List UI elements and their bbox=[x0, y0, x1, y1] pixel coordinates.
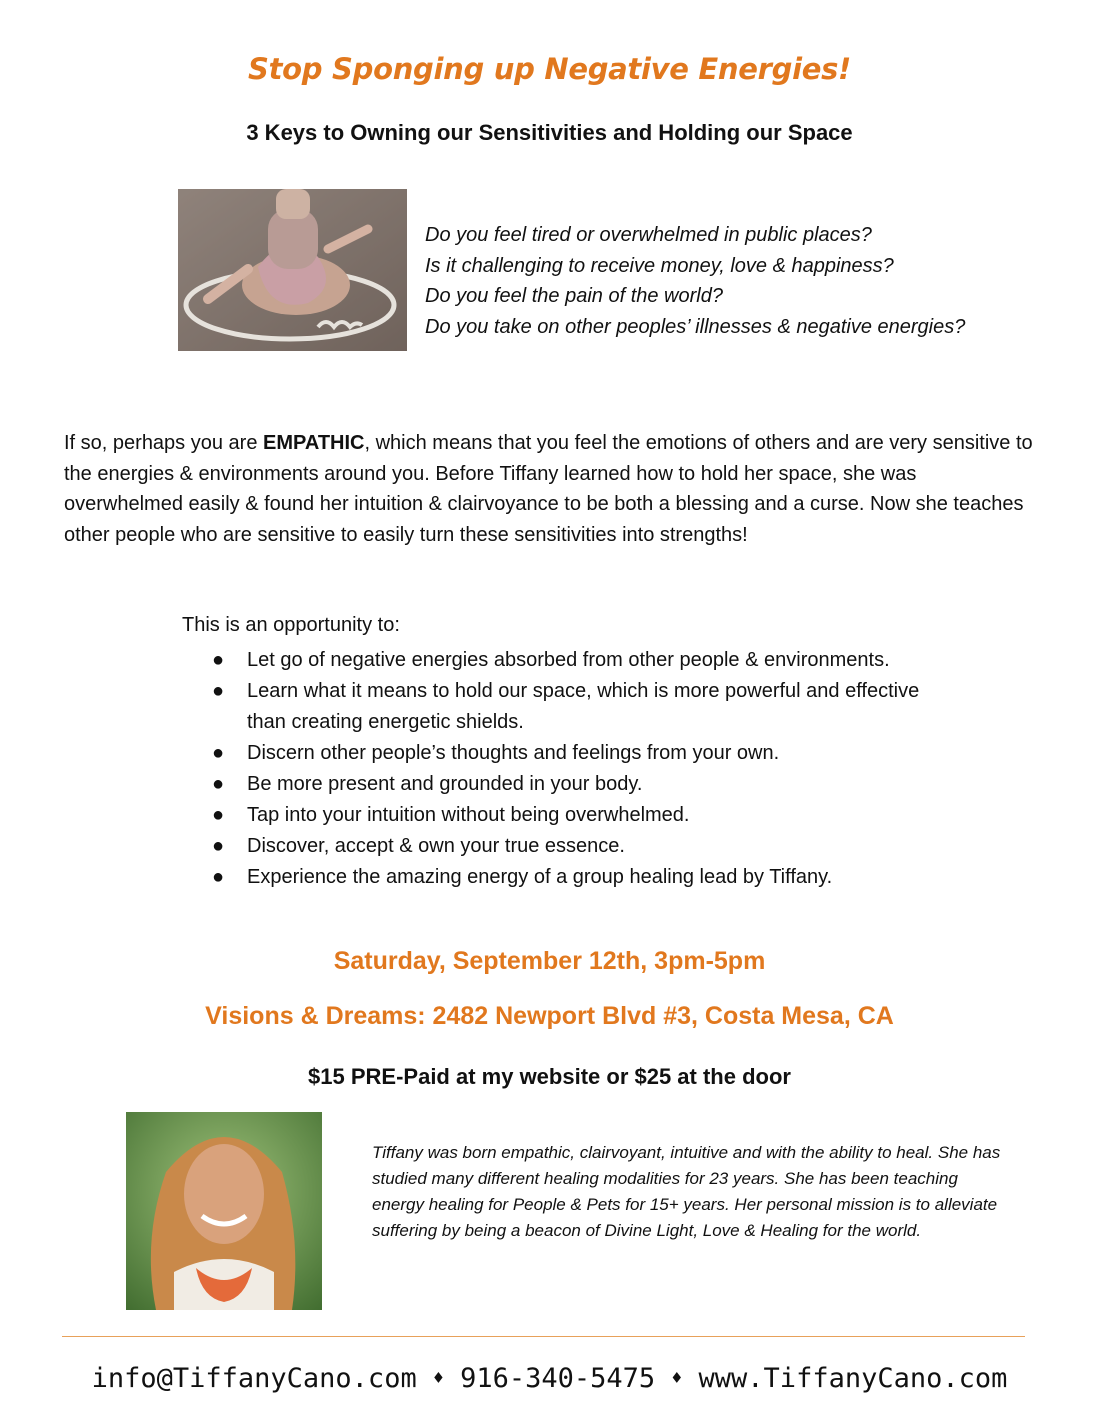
question-2: Is it challenging to receive money, love & happiness? bbox=[425, 254, 894, 277]
intro-emphasis: EMPATHIC bbox=[263, 432, 365, 454]
bullet-icon: ● bbox=[212, 742, 225, 764]
portrait-photo bbox=[126, 1112, 322, 1310]
list-item bbox=[212, 862, 1012, 893]
page-subtitle: 3 Keys to Owning our Sensitivities and Holding our Space bbox=[246, 120, 853, 145]
phone-number[interactable]: 916-340-5475 bbox=[460, 1363, 656, 1394]
intro-text-before: If so, perhaps you are bbox=[64, 432, 264, 454]
list-item bbox=[212, 831, 1012, 862]
bullet-icon: ● bbox=[212, 773, 225, 795]
list-item bbox=[212, 769, 1012, 800]
list-item-text: Tap into your intuition without being overwhelmed. bbox=[247, 804, 690, 826]
list-item bbox=[212, 676, 1012, 738]
list-item-text: Let go of negative energies absorbed from other people & environments. bbox=[247, 649, 890, 671]
list-item bbox=[212, 800, 1012, 831]
diamond-separator-icon: ♦ bbox=[432, 1368, 444, 1389]
footer-divider bbox=[62, 1336, 1025, 1337]
event-date: Saturday, September 12th, 3pm-5pm bbox=[333, 947, 766, 975]
list-item bbox=[212, 645, 1012, 676]
event-venue: Visions & Dreams: 2482 Newport Blvd #3, Costa Mesa, CA bbox=[205, 1002, 894, 1030]
bullet-icon: ● bbox=[212, 804, 225, 826]
contact-footer bbox=[0, 1363, 1099, 1394]
email-link[interactable]: info@TiffanyCano.com bbox=[91, 1363, 417, 1394]
list-item-text: Be more present and grounded in your body. bbox=[247, 773, 643, 795]
bullet-icon: ● bbox=[212, 649, 225, 671]
list-item-text: Discover, accept & own your true essence. bbox=[247, 835, 625, 857]
opportunity-heading: This is an opportunity to: bbox=[182, 614, 400, 636]
question-1: Do you feel tired or overwhelmed in public places? bbox=[425, 224, 872, 246]
benefit-list bbox=[212, 645, 1012, 893]
chalk-circle-photo bbox=[178, 189, 407, 351]
event-price: $15 PRE-Paid at my website or $25 at the door bbox=[308, 1064, 791, 1089]
intro-paragraph bbox=[64, 428, 1034, 550]
intro-text-after: , which means that you feel the emotions of others and are very sensitive to the energies & environments around you. Before Tiffany learned how to hold her space, she was overwhelmed easily & found her intuition & clairvoyance to be both a blessing and a curse. Now she teaches other people who are sensitive to easily turn these sensitivities into strengths! bbox=[64, 432, 1033, 546]
website-link[interactable]: www.TiffanyCano.com bbox=[698, 1363, 1008, 1394]
bullet-icon: ● bbox=[212, 835, 225, 857]
page-title: Stop Sponging up Negative Energies! bbox=[248, 52, 851, 86]
bullet-icon: ● bbox=[212, 866, 225, 888]
list-item-text: Learn what it means to hold our space, which is more powerful and effective than creating energetic shields. bbox=[247, 680, 920, 733]
bio-paragraph: Tiffany was born empathic, clairvoyant, intuitive and with the ability to heal. She has studied many different healing modalities for 23 years. She has been teaching energy healing for People & Pets for 15+ years. Her personal mission is to alleviate suffering by being a beacon of Divine Light, Love & Healing for the world. bbox=[372, 1143, 1001, 1240]
question-3: Do you feel the pain of the world? bbox=[425, 285, 723, 307]
list-item-text: Discern other people’s thoughts and feelings from your own. bbox=[247, 742, 780, 764]
question-4: Do you take on other peoples’ illnesses & negative energies? bbox=[425, 315, 966, 338]
question-list bbox=[425, 220, 1085, 342]
diamond-separator-icon: ♦ bbox=[671, 1368, 683, 1389]
list-item-text: Experience the amazing energy of a group healing lead by Tiffany. bbox=[247, 866, 833, 888]
bullet-icon: ● bbox=[212, 680, 225, 702]
list-item bbox=[212, 738, 1012, 769]
